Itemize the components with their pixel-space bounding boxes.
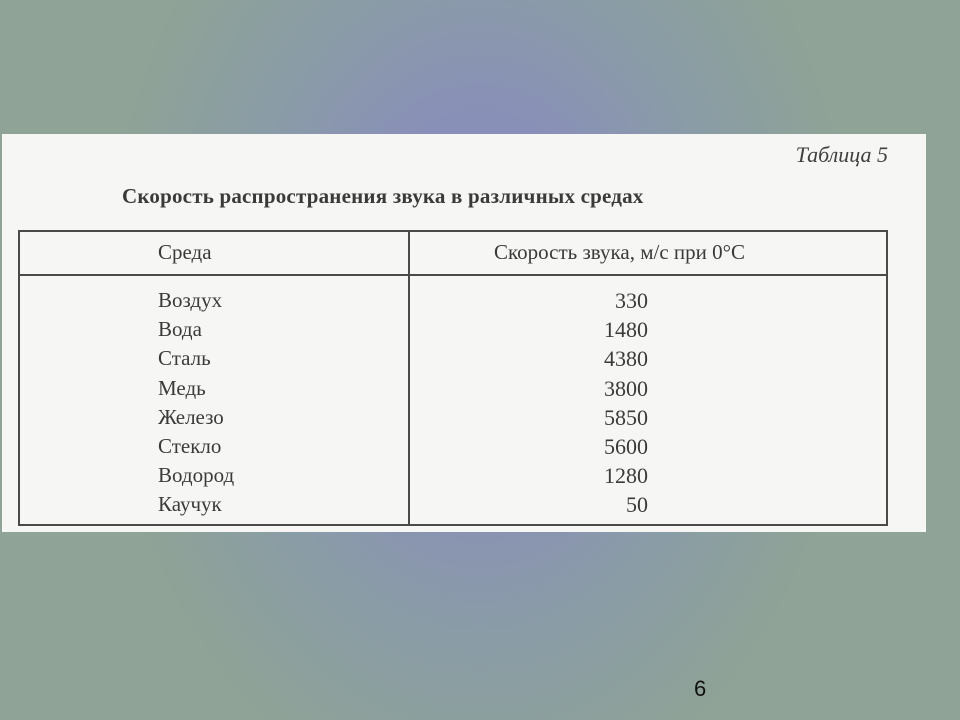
cell-medium: Медь [158, 375, 206, 400]
table-row [20, 463, 886, 492]
cell-speed: 5600 [604, 433, 648, 459]
slide-number: 6 [694, 676, 707, 701]
cell-speed: 50 [626, 492, 648, 518]
cell-medium: Каучук [158, 492, 222, 517]
table-label: Таблица 5 [795, 142, 888, 167]
table-row [20, 492, 886, 521]
table-row [20, 346, 886, 375]
table-row [20, 317, 886, 346]
table-row [20, 288, 886, 317]
table-row [20, 434, 886, 463]
table-row [20, 405, 886, 434]
scanned-table-image [2, 134, 926, 532]
cell-medium: Стекло [158, 433, 222, 458]
table-header-row [20, 232, 886, 276]
cell-speed: 330 [615, 288, 648, 313]
table-body [20, 288, 886, 522]
cell-medium: Железо [158, 404, 224, 429]
cell-medium: Воздух [158, 288, 223, 312]
table-row [20, 376, 886, 405]
header-medium: Среда [158, 240, 212, 264]
cell-speed: 5850 [604, 404, 648, 430]
table-title: Скорость распространения звука в различных средах [122, 184, 644, 208]
cell-medium: Сталь [158, 346, 211, 371]
header-speed: Скорость звука, м/с при 0°С [494, 240, 746, 264]
cell-speed: 1480 [604, 317, 648, 343]
cell-speed: 4380 [604, 346, 648, 372]
cell-medium: Вода [158, 317, 202, 342]
cell-speed: 1280 [604, 463, 648, 489]
cell-medium: Водород [158, 463, 235, 488]
cell-speed: 3800 [604, 375, 648, 401]
sound-speed-table [18, 230, 888, 526]
